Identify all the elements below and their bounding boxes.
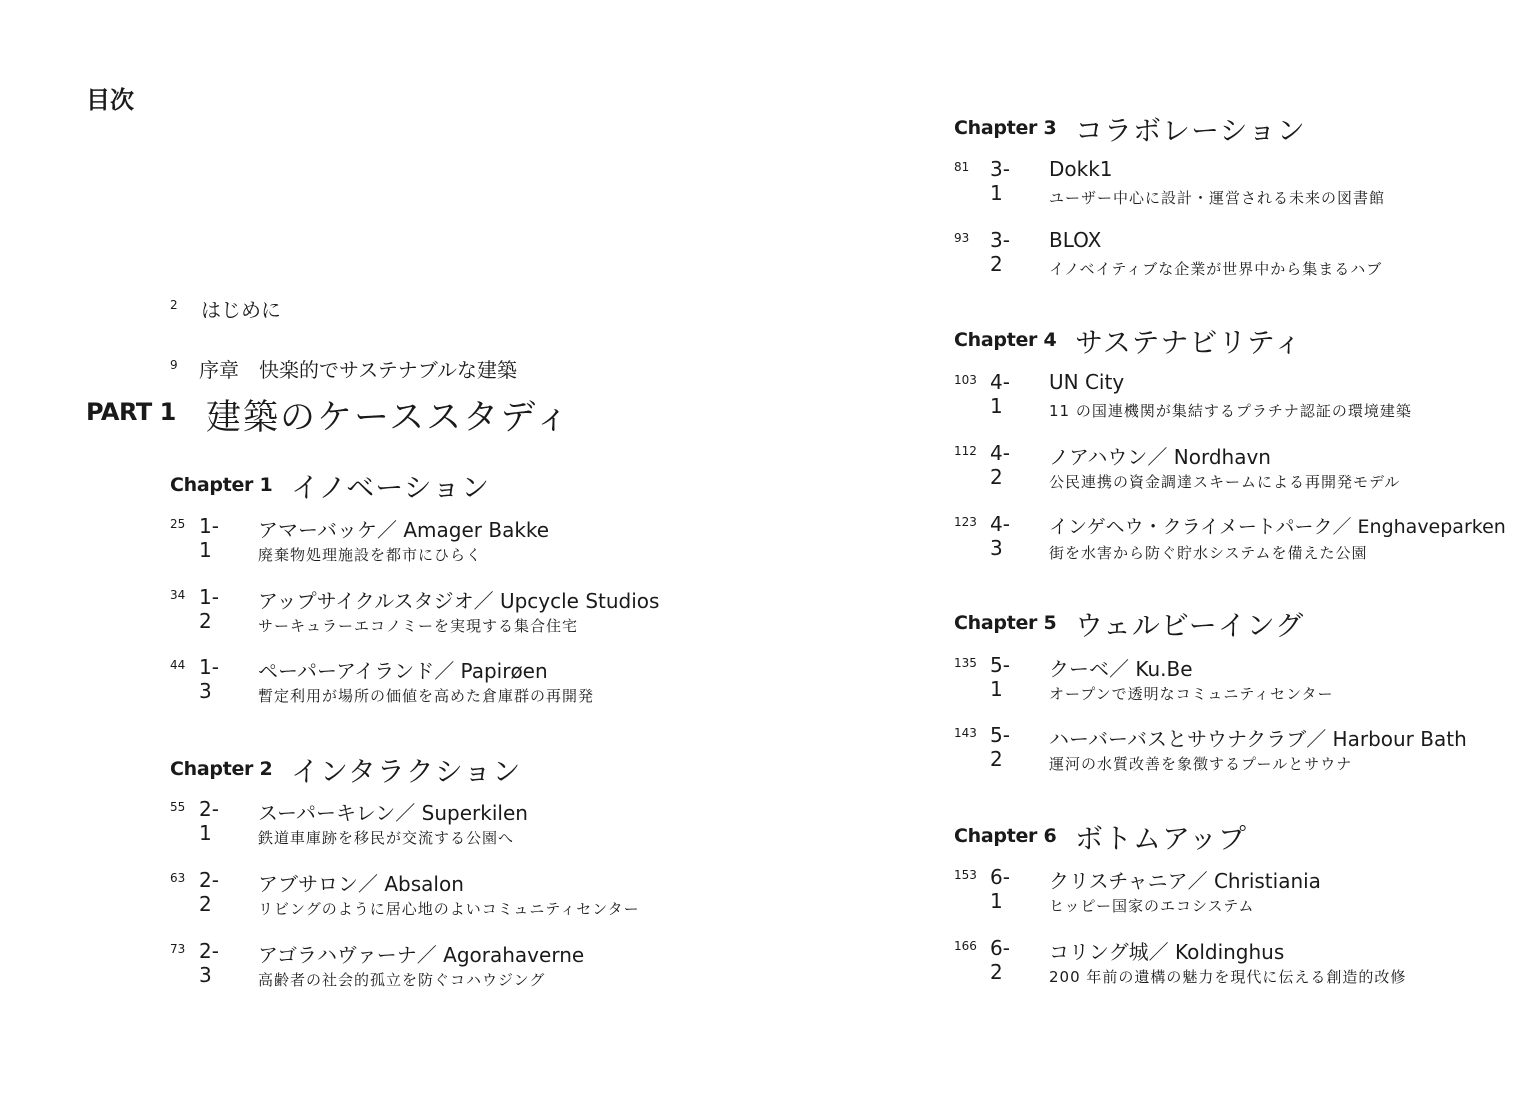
entry-subtitle: 鉄道車庫跡を移民が交流する公園へ (258, 829, 515, 847)
entry-page: 73 (170, 942, 186, 956)
entry-page: 112 (954, 444, 977, 458)
entry-page: 143 (954, 726, 977, 740)
entry-subtitle: オープンで透明なコミュニティセンター (1049, 685, 1334, 703)
entry-subtitle: ユーザー中心に設計・運営される未来の図書館 (1049, 189, 1386, 207)
entry-number: 5-2 (990, 723, 1010, 771)
entry-page: 34 (170, 588, 186, 602)
entry-number: 2-2 (199, 868, 219, 916)
entry-title: Dokk1 (1049, 157, 1113, 181)
chapter-label: Chapter 6 (954, 825, 1057, 847)
entry-page: 25 (170, 517, 186, 531)
chapter-title: ボトムアップ (1075, 822, 1248, 855)
entry-number: 1-2 (199, 585, 219, 633)
entry-title: UN City (1049, 370, 1125, 394)
entry-title: スーパーキレン／ Superkilen (258, 801, 528, 825)
chapter-title: コラボレーション (1075, 114, 1306, 147)
entry-number: 4-3 (990, 512, 1010, 560)
chapter-label: Chapter 5 (954, 612, 1057, 634)
front-title: 序章 快楽的でサステナブルな建築 (199, 358, 517, 382)
entry-page: 123 (954, 515, 977, 529)
entry-subtitle: 廃棄物処理施設を都市にひらく (258, 546, 483, 564)
chapter-label: Chapter 1 (170, 474, 273, 496)
entry-subtitle: サーキュラーエコノミーを実現する集合住宅 (258, 617, 579, 635)
part-label: PART 1 (86, 398, 176, 426)
toc-title: 目次 (86, 86, 134, 114)
entry-number: 5-1 (990, 653, 1010, 701)
entry-number: 4-1 (990, 370, 1010, 418)
entry-title: BLOX (1049, 228, 1102, 252)
entry-title: アブサロン／ Absalon (258, 872, 464, 896)
entry-page: 166 (954, 939, 977, 953)
entry-title: アップサイクルスタジオ／ Upcycle Studios (258, 589, 660, 613)
chapter-title: インタラクション (291, 755, 522, 788)
entry-page: 153 (954, 868, 977, 882)
entry-title: ハーバーバスとサウナクラブ／ Harbour Bath (1049, 727, 1467, 751)
part-title: 建築のケーススタディ (206, 398, 572, 438)
entry-number: 1-1 (199, 514, 219, 562)
entry-subtitle: 公民連携の資金調達スキームによる再開発モデル (1049, 473, 1401, 491)
entry-page: 103 (954, 373, 977, 387)
front-page-number: 2 (170, 298, 178, 312)
front-page-number: 9 (170, 358, 178, 372)
entry-page: 81 (954, 160, 970, 174)
entry-title: ノアハウン／ Nordhavn (1049, 445, 1271, 469)
entry-title: アマーバッケ／ Amager Bakke (258, 518, 550, 542)
entry-number: 3-2 (990, 228, 1010, 276)
entry-subtitle: 運河の水質改善を象徴するプールとサウナ (1049, 755, 1353, 773)
chapter-label: Chapter 2 (170, 758, 273, 780)
chapter-title: サステナビリティ (1075, 326, 1303, 359)
entry-subtitle: 街を水害から防ぐ貯水システムを備えた公園 (1049, 544, 1368, 562)
entry-subtitle: イノベイティブな企業が世界中から集まるハブ (1049, 260, 1383, 278)
entry-subtitle: 高齢者の社会的孤立を防ぐコハウジング (258, 971, 546, 989)
entry-number: 4-2 (990, 441, 1010, 489)
entry-subtitle: 200 年前の遺構の魅力を現代に伝える創造的改修 (1049, 968, 1407, 986)
entry-title: インゲヘウ・クライメートパーク／ Enghaveparken (1049, 516, 1506, 538)
entry-number: 6-2 (990, 936, 1010, 984)
entry-number: 2-1 (199, 797, 219, 845)
entry-page: 135 (954, 656, 977, 670)
part-heading (86, 398, 572, 438)
entry-subtitle: リビングのように居心地のよいコミュニティセンター (258, 900, 640, 918)
chapter-label: Chapter 3 (954, 117, 1057, 139)
entry-title: コリング城／ Koldinghus (1049, 940, 1285, 964)
entry-number: 3-1 (990, 157, 1010, 205)
entry-subtitle: ヒッピー国家のエコシステム (1049, 897, 1255, 915)
entry-page: 63 (170, 871, 186, 885)
entry-page: 93 (954, 231, 970, 245)
chapter-label: Chapter 4 (954, 329, 1057, 351)
entry-page: 44 (170, 658, 186, 672)
entry-number: 6-1 (990, 865, 1010, 913)
entry-title: クーベ／ Ku.Be (1049, 657, 1193, 681)
entry-title: アゴラハヴァーナ／ Agorahaverne (258, 943, 585, 967)
entry-number: 1-3 (199, 655, 219, 703)
chapter-title: イノベーション (291, 471, 491, 504)
front-title: はじめに (201, 298, 281, 322)
entry-title: ペーパーアイランド／ Papirøen (258, 659, 548, 683)
entry-subtitle: 11 の国連機関が集結するプラチナ認証の環境建築 (1049, 402, 1412, 420)
entry-page: 55 (170, 800, 186, 814)
chapter-title: ウェルビーイング (1075, 609, 1305, 642)
entry-title: クリスチャニア／ Christiania (1049, 869, 1321, 893)
entry-number: 2-3 (199, 939, 219, 987)
entry-subtitle: 暫定利用が場所の価値を高めた倉庫群の再開発 (258, 687, 595, 705)
